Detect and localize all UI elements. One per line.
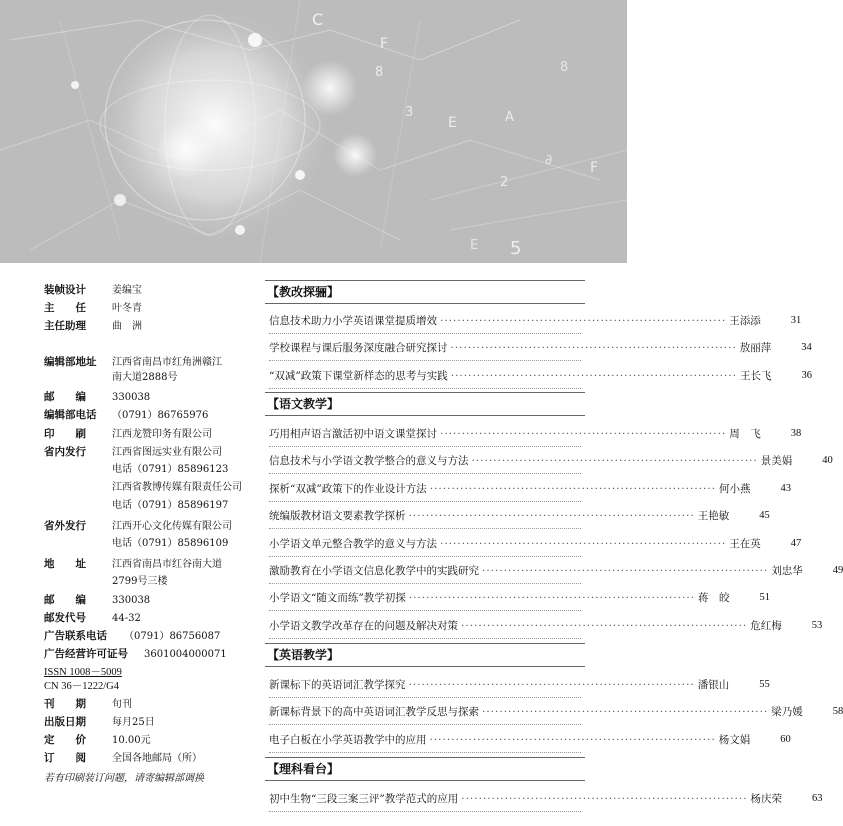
tech-sphere-illustration bbox=[0, 0, 627, 263]
postal-code: 邮发代号 44-32 bbox=[44, 612, 141, 624]
ad-license: 广告经营许可证号 3601004000071 bbox=[44, 648, 227, 660]
toc-item[interactable]: 统编版教材语文要素教学探析 ·································································· 王艳敏 45 bbox=[269, 503, 581, 529]
domestic-phone-1: 电话（0791）85896123 bbox=[112, 464, 229, 475]
publish-date: 出版日期 每月25日 bbox=[44, 716, 155, 728]
toc-item[interactable]: 新课标背景下的高中英语词汇教学反思与探索 ·································································· 梁乃媛 58 bbox=[269, 699, 581, 725]
cn-number: CN 36－1222/G4 bbox=[44, 681, 119, 692]
frequency: 刊 期 旬刊 bbox=[44, 698, 132, 710]
header-banner bbox=[0, 0, 627, 263]
glyph-2: 2 bbox=[500, 175, 509, 190]
print-issue-note: 若有印刷装订问题，请寄编辑部调换 bbox=[44, 773, 204, 784]
toc-item[interactable]: 探析“双减”政策下的作业设计方法 ·································································· 何小燕 43 bbox=[269, 476, 581, 502]
toc-item[interactable]: 初中生物“三段三案三评”教学范式的应用 ·································································· 杨庆荣 63 bbox=[269, 786, 581, 812]
domestic-distribution: 省内发行 江西省图远实业有限公司 bbox=[44, 446, 222, 458]
printer: 印 刷 江西龙赞印务有限公司 bbox=[44, 428, 212, 440]
editorial-phone: 编辑部电话 （0791）86765976 bbox=[44, 409, 209, 421]
credit-director: 主 任 叶冬青 bbox=[44, 302, 142, 314]
glyph-a: A bbox=[505, 110, 514, 125]
editorial-address: 编辑部地址 江西省南昌市红角洲赣江 bbox=[44, 356, 222, 368]
toc-item[interactable]: 小学语文单元整合教学的意义与方法 ·································································· 王在英 47 bbox=[269, 531, 581, 557]
editorial-address-2: 南大道2888号 bbox=[112, 372, 178, 383]
glyph-f: F bbox=[380, 36, 389, 52]
section-header: 【理科看台】 bbox=[265, 757, 585, 781]
section-header: 【教改探骊】 bbox=[265, 280, 585, 304]
toc-item[interactable]: 巧用相声语言激活初中语文课堂探讨 ·································································· 周 飞 38 bbox=[269, 421, 581, 447]
toc-item[interactable]: 小学语文“随文而练”教学初探 ·································································· 蒋 皎 51 bbox=[269, 585, 581, 611]
glyph-3: 3 bbox=[405, 105, 414, 120]
credit-design: 装帧设计 姜编宝 bbox=[44, 284, 142, 296]
domestic-phone-2: 电话（0791）85896197 bbox=[112, 500, 229, 511]
glyph-8b: 8 bbox=[560, 60, 569, 75]
glyph-f2: F bbox=[590, 160, 599, 176]
postcode: 邮 编 330038 bbox=[44, 391, 151, 403]
address-2: 2799号三楼 bbox=[112, 576, 168, 587]
issn: ISSN 1008－5009 bbox=[44, 667, 122, 678]
toc-item[interactable]: 信息技术与小学语文教学整合的意义与方法 ·································································· 景美娟 40 bbox=[269, 448, 581, 474]
glyph-8: 8 bbox=[375, 65, 384, 80]
address: 地 址 江西省南昌市红谷南大道 bbox=[44, 558, 222, 570]
section-header: 【语文教学】 bbox=[265, 392, 585, 416]
price: 定 价 10.00元 bbox=[44, 734, 151, 746]
toc-item[interactable]: 电子白板在小学英语教学中的应用 ·································································· 杨文娟 60 bbox=[269, 727, 581, 753]
ad-phone: 广告联系电话 （0791）86756087 bbox=[44, 630, 221, 642]
glyph-5: 5 bbox=[510, 238, 522, 259]
domestic-distributor-2: 江西省教博传媒有限责任公司 bbox=[112, 482, 242, 493]
external-phone: 电话（0791）85896109 bbox=[112, 538, 229, 549]
glyph-e: E bbox=[448, 115, 457, 131]
toc-item[interactable]: “双减”政策下课堂新样态的思考与实践 ·································································· 王长飞 36 bbox=[269, 363, 581, 389]
toc-item[interactable]: 信息技术助力小学英语课堂提质增效 ·································································· 王添添 31 bbox=[269, 308, 581, 334]
external-distribution: 省外发行 江西开心文化传媒有限公司 bbox=[44, 520, 232, 532]
glyph-e2: E bbox=[470, 238, 479, 253]
toc-item[interactable]: 激励教育在小学语文信息化教学中的实践研究 ·································································· 刘忠华 49 bbox=[269, 558, 581, 584]
glyph-c: C bbox=[312, 10, 324, 29]
subscription: 订 阅 全国各地邮局（所） bbox=[44, 752, 202, 764]
toc-item[interactable]: 新课标下的英语词汇教学探究 ·································································· 潘银山 55 bbox=[269, 672, 581, 698]
credit-assistant: 主任助理 曲 洲 bbox=[44, 320, 142, 332]
section-header: 【英语教学】 bbox=[265, 643, 585, 667]
toc-item[interactable]: 小学语文教学改革存在的问题及解决对策 ·································································· 危红梅 53 bbox=[269, 613, 581, 639]
glyph-partial: ∂ bbox=[545, 152, 553, 168]
postcode-2: 邮 编 330038 bbox=[44, 594, 151, 606]
toc-item[interactable]: 学校课程与课后服务深度融合研究探讨 ·································································· 敖丽萍 34 bbox=[269, 335, 581, 361]
